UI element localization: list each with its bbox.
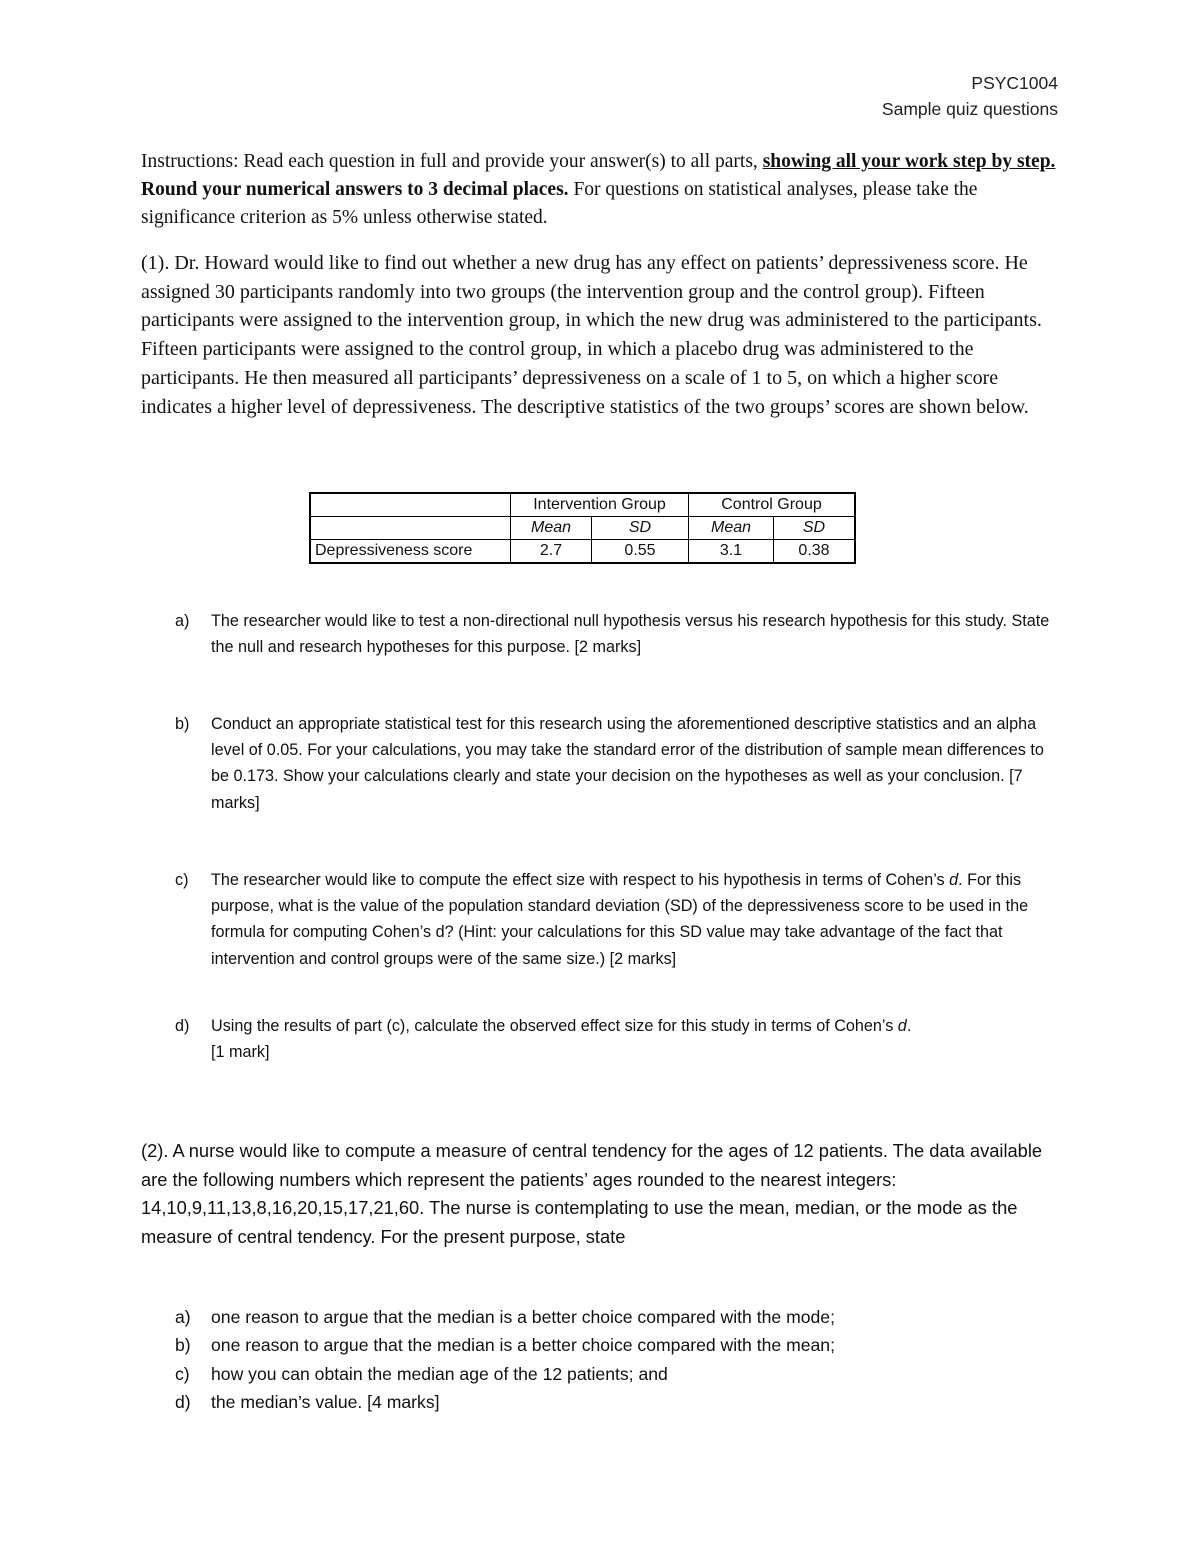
list-item	[175, 1388, 1055, 1416]
instructions-paragraph	[141, 148, 1056, 232]
document-subtitle: Sample quiz questions	[881, 99, 1058, 119]
table-empty-cell	[310, 517, 511, 540]
control-mean-header: Mean	[689, 517, 774, 540]
part-marks: [1 mark]	[211, 1043, 270, 1062]
question-1a	[175, 608, 1055, 660]
control-sd-header: SD	[774, 517, 856, 540]
cohens-d-symbol: d	[949, 871, 959, 889]
row-label: Depressiveness score	[310, 540, 511, 564]
question-1c	[175, 867, 1055, 972]
part-letter: c)	[175, 1363, 190, 1384]
page-header	[882, 70, 1058, 122]
table-subheader-row	[310, 517, 855, 540]
instructions-emphasis-underlined: showing all your work step by step.	[762, 151, 1056, 172]
part-letter: b)	[175, 715, 190, 733]
part-text: the median’s value. [4 marks]	[211, 1391, 440, 1412]
intervention-mean-header: Mean	[511, 517, 592, 540]
cohens-d-symbol: d	[897, 1017, 907, 1035]
part-letter: a)	[175, 612, 190, 630]
control-group-header: Control Group	[689, 493, 856, 517]
intervention-sd-value: 0.55	[592, 540, 689, 564]
part-text-before: The researcher would like to compute the effect size with respect to his hypothesis in terms of Cohen’s	[211, 871, 950, 889]
table-header-row	[310, 493, 855, 517]
part-text: one reason to argue that the median is a better choice compared with the mean;	[211, 1335, 835, 1356]
list-item	[175, 1360, 1055, 1388]
part-letter: b)	[175, 1335, 191, 1356]
table-row	[310, 540, 855, 564]
part-letter: d)	[175, 1017, 190, 1035]
descriptive-statistics-table	[309, 492, 856, 564]
question-2-intro: (2). A nurse would like to compute a measure of central tendency for the ages of 12 patients. The data available are the following numbers which represent the patients’ ages rounded to the nearest integers: 14,10,9,11,13,8,16,20,15,17,21,60. The nurse is contemplating to use the mean, median, or the mode as the measure of central tendency. For the present purpose, state	[141, 1140, 1043, 1248]
part-text: one reason to argue that the median is a better choice compared with the mode;	[211, 1307, 835, 1327]
part-text: Conduct an appropriate statistical test for this research using the aforementioned descriptive statistics and an alpha level of 0.05. For your calculations, you may take the standard error of the distribution of sample mean differences to be 0.173. Show your calculations clearly and state your decision on the hypotheses as well as your conclusion. [7 marks]	[211, 715, 1044, 812]
part-text-after: . For this purpose, what is the value of the population standard deviation (SD) of the depressiveness score to be used in the formula for computing Cohen’s d? (Hint: your calculations for this SD value may take advantage of the fact that intervention and control groups were of the same size.) [2 marks]	[211, 871, 1029, 968]
part-text	[211, 867, 1055, 972]
part-text: The researcher would like to test a non-directional null hypothesis versus his research hypothesis for this study. State the null and research hypotheses for this purpose. [2 marks]	[211, 612, 1050, 657]
intervention-sd-header: SD	[592, 517, 689, 540]
part-text	[211, 1013, 1055, 1065]
question-1b	[175, 711, 1055, 816]
question-1d	[175, 1013, 1055, 1065]
part-text-before: Using the results of part (c), calculate the observed effect size for this study in terms of Cohen’s	[211, 1017, 898, 1035]
part-text-after: .	[906, 1017, 912, 1035]
instructions-text-2: For questions on statistical analyses, please take the significance criterion as 5% unless otherwise stated.	[141, 179, 978, 228]
part-letter: d)	[175, 1391, 191, 1412]
question-2-parts	[175, 1303, 1055, 1416]
course-code: PSYC1004	[971, 73, 1058, 93]
instructions-text-1: Instructions: Read each question in full and provide your answer(s) to all parts,	[141, 151, 763, 172]
intervention-group-header: Intervention Group	[511, 493, 689, 517]
question-1-intro: (1). Dr. Howard would like to find out whether a new drug has any effect on patients’ depressiveness score. He assigned 30 participants randomly into two groups (the intervention group and the control group). Fifteen participants were assigned to the intervention group, in which the new drug was administered to the participants. Fifteen participants were assigned to the control group, in which a placebo drug was administered to the participants. He then measured all participants’ depressiveness on a scale of 1 to 5, on which a higher score indicates a higher level of depressiveness. The descriptive statistics of the two groups’ scores are shown below.	[141, 252, 1042, 418]
list-item	[175, 1331, 1055, 1359]
instructions-emphasis-bold: Round your numerical answers to 3 decimal places.	[141, 179, 569, 200]
list-item	[175, 1303, 1055, 1331]
table-corner-cell	[310, 493, 511, 517]
control-mean-value: 3.1	[689, 540, 774, 564]
part-letter: a)	[175, 1307, 191, 1327]
control-sd-value: 0.38	[774, 540, 856, 564]
part-text: how you can obtain the median age of the 12 patients; and	[211, 1363, 668, 1384]
part-letter: c)	[175, 871, 189, 889]
intervention-mean-value: 2.7	[511, 540, 592, 564]
